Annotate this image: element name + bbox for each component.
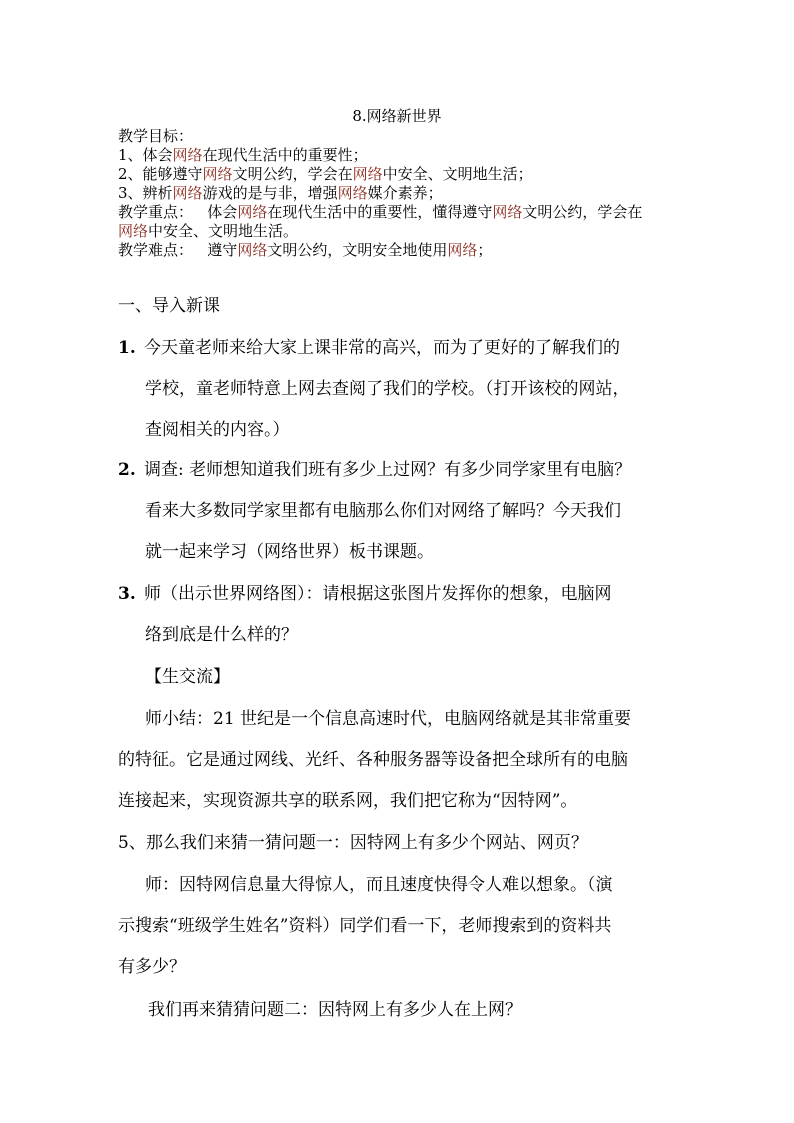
summary-line-1: 师小结：21 世纪是一个信息高速时代，电脑网络就是其非常重要 <box>145 709 632 729</box>
list-item-1-line-2: 学校，童老师特意上网去查阅了我们的学校。（打开该校的网站， <box>145 379 630 399</box>
section-heading: 一、导入新课 <box>118 296 220 316</box>
objectives-heading: 教学目标： <box>118 127 194 145</box>
summary-line-3: 连接起来，实现资源共享的联系网，我们把它称为“因特网”。 <box>118 791 578 811</box>
list-item-3-line-1: 3. 师（出示世界网络图）：请根据这张图片发挥你的想象，电脑网 <box>118 584 612 604</box>
exchange-note: 【生交流】 <box>145 667 230 687</box>
question-2: 我们再来猜猜问题二：因特网上有多少人在上网？ <box>148 1000 522 1020</box>
page-title: 8.网络新世界 <box>352 107 442 125</box>
teacher-line-3: 有多少？ <box>118 957 186 977</box>
objective-2: 2、能够遵守网络文明公约，学会在网络中安全、文明地生活； <box>118 165 533 183</box>
teacher-line-1: 师：因特网信息量大得惊人，而且速度快得令人难以想象。（演 <box>145 875 613 895</box>
difficulty-line: 教学难点： 遵守网络文明公约，文明安全地使用网络； <box>118 241 493 259</box>
list-item-2-line-1: 2. 调查: 老师想知道我们班有多少上过网？有多少同学家里有电脑？ <box>118 460 632 480</box>
list-item-2-line-2: 看来大多数同学家里都有电脑那么你们对网络了解吗？今天我们 <box>145 501 621 521</box>
list-item-3-line-2: 络到底是什么样的？ <box>145 625 298 645</box>
list-item-1-line-3: 查阅相关的内容。） <box>145 420 290 440</box>
list-item-1-line-1: 1. 今天童老师来给大家上课非常的高兴，而为了更好的了解我们的 <box>118 338 620 358</box>
summary-line-2: 的特征。它是通过网线、光纤、各种服务器等设备把全球所有的电脑 <box>118 750 628 770</box>
key-points-line-2: 网络中安全、文明地生活。 <box>118 222 299 240</box>
key-points-line-1: 教学重点： 体会网络在现代生活中的重要性，懂得遵守网络文明公约，学会在 <box>118 203 643 221</box>
question-1: 5、那么我们来猜一猜问题一：因特网上有多少个网站、网页？ <box>118 833 588 853</box>
teacher-line-2: 示搜索“班级学生姓名”资料）同学们看一下，老师搜索到的资料共 <box>118 916 612 936</box>
objective-3: 3、辨析网络游戏的是与非，增强网络媒介素养； <box>118 184 443 202</box>
objective-1: 1、体会网络在现代生活中的重要性； <box>118 146 368 164</box>
list-item-2-line-3: 就一起来学习（网络世界）板书课题。 <box>145 542 434 562</box>
